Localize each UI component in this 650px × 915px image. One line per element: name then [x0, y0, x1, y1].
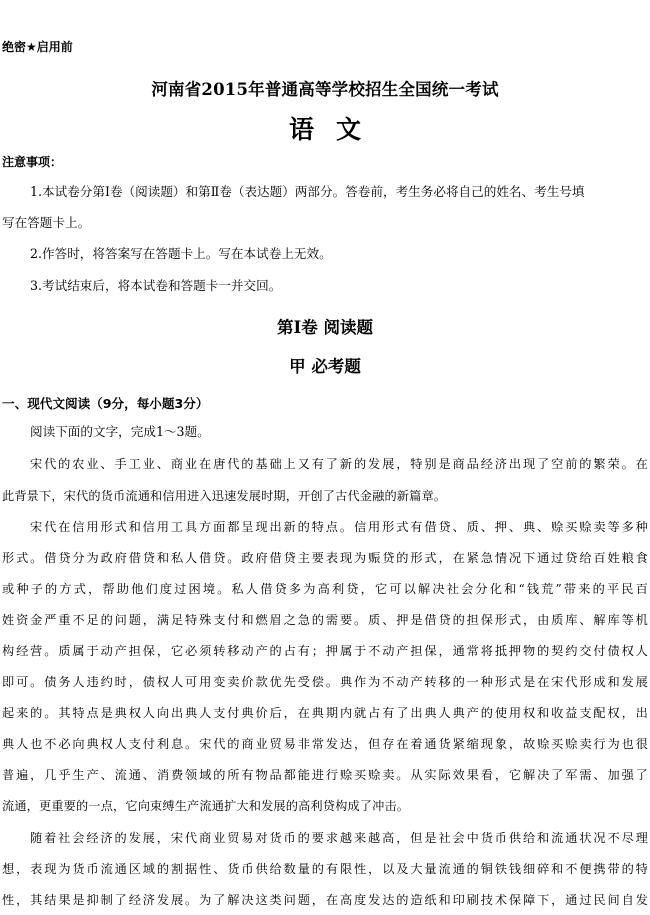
passage-line: 普遍，几乎生产、流通、消费领域的所有物品都能进行赊买赊卖。从实际效果看，它解决了军需、加强了 [2, 768, 648, 782]
passage-line: 构经营。质属于动产担保，它必须转移动产的占有；押属于不动产担保，通常将抵押物的契约交付债权人 [2, 644, 648, 658]
passage-line: 此背景下，宋代的货币流通和信用进入迅速发展时期，开创了古代金融的新篇章。 [2, 489, 447, 503]
passage-line: 姓资金严重不足的问题，满足特殊支付和燃眉之急的需要。质、押是借贷的担保形式，由质库、解库等机 [2, 613, 648, 627]
passage-line: 或种子的方式，帮助他们度过困境。私人借贷多为高利贷，它可以解决社会分化和“钱荒”带来的平民百 [2, 582, 648, 596]
passage-line: 宋代在信用形式和信用工具方面都呈现出新的特点。信用形式有借贷、质、押、典、赊买赊卖等多种 [30, 520, 648, 534]
passage-line: 想，表现为货币流通区域的割据性、货币供给数量的有限性，以及大量流通的铜铁钱细碎和不便携带的特 [2, 862, 648, 876]
exam-title: 河南省2015年普通高等学校招生全国统一考试 [151, 80, 499, 99]
passage-line: 起来的。其特点是典权人向出典人支付典价后，在典期内就占有了出典人典产的使用权和收益支配权，出 [2, 706, 648, 720]
notice-heading: 注意事项： [2, 155, 63, 169]
passage-line: 即可。债务人违约时，债权人可用变卖价款优先受偿。典作为不动产转移的一种形式是在宋代形成和发展 [2, 675, 648, 689]
section-instruction: 阅读下面的文字，完成1～3题。 [30, 424, 210, 439]
part-title: 第Ⅰ卷 阅读题 [277, 318, 373, 337]
passage-line: 随着社会经济的发展，宋代商业贸易对货币的要求越来越高，但是社会中货币供给和流通状况不尽理 [30, 831, 648, 845]
subject-title: 语文 [288, 115, 383, 144]
notice-item: 2.作答时，将答案写在答题卡上。写在本试卷上无效。 [30, 246, 332, 261]
section-heading: 一、现代文阅读（9分，每小题3分） [2, 396, 209, 411]
passage-line: 流通，更重要的一点，它向束缚生产流通扩大和发展的高利贷构成了冲击。 [2, 799, 410, 813]
passage-line: 形式。借贷分为政府借贷和私人借贷。政府借贷主要表现为赈贷的形式，在紧急情况下通过贷给百姓粮食 [2, 551, 648, 565]
passage-line: 性，其结果是抑制了经济发展。为了解决这类问题，在高度发达的造纸和印刷技术保障下，通过民间自发 [2, 893, 648, 907]
passage-line: 宋代的农业、手工业、商业在唐代的基础上又有了新的发展，特别是商品经济出现了空前的繁荣。在 [30, 457, 648, 471]
notice-item: 3.考试结束后，将本试卷和答题卡一并交回。 [30, 278, 282, 293]
confidential-label: 绝密★启用前 [2, 40, 73, 54]
passage-line: 典人也不必向典权人支付利息。宋代的商业贸易非常发达，但存在着通货紧缩现象，故赊买赊卖行为也很 [2, 737, 648, 751]
part-subtitle: 甲 必考题 [289, 357, 361, 376]
notice-item: 写在答题卡上。 [2, 215, 91, 230]
notice-item: 1.本试卷分第Ⅰ卷（阅读题）和第Ⅱ卷（表达题）两部分。答卷前，考生务必将自己的姓名、考生号填 [30, 184, 585, 199]
